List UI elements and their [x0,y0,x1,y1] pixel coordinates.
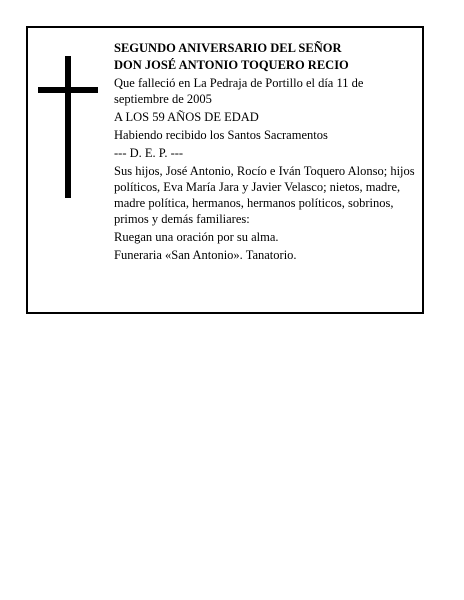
funeral-home-line: Funeraria «San Antonio». Tanatorio. [114,248,297,262]
death-info: Que falleció en La Pedraja de Portillo el día 11 de septiembre de 2005 [114,76,364,106]
age-line: A LOS 59 AÑOS DE EDAD [114,110,259,124]
notice-text [114,40,420,263]
cross-vertical-bar [65,56,71,198]
family-line: Sus hijos, José Antonio, Rocío e Iván Toquero Alonso; hijos políticos, Eva María Jara y Javier Velasco; nietos, madre, madre política, hermanos, hermanos políticos, sobrinos, primos y demás familiares: [114,164,415,226]
cross-horizontal-bar [38,87,98,93]
notice-title-line-1: SEGUNDO ANIVERSARIO DEL SEÑOR [114,41,342,55]
cross-icon [38,56,98,198]
prayer-line: Ruegan una oración por su alma. [114,230,279,244]
notice-title-line-2: DON JOSÉ ANTONIO TOQUERO RECIO [114,58,349,72]
rip-line: --- D. E. P. --- [114,146,184,160]
obituary-notice [26,26,424,314]
sacraments-line: Habiendo recibido los Santos Sacramentos [114,128,328,142]
